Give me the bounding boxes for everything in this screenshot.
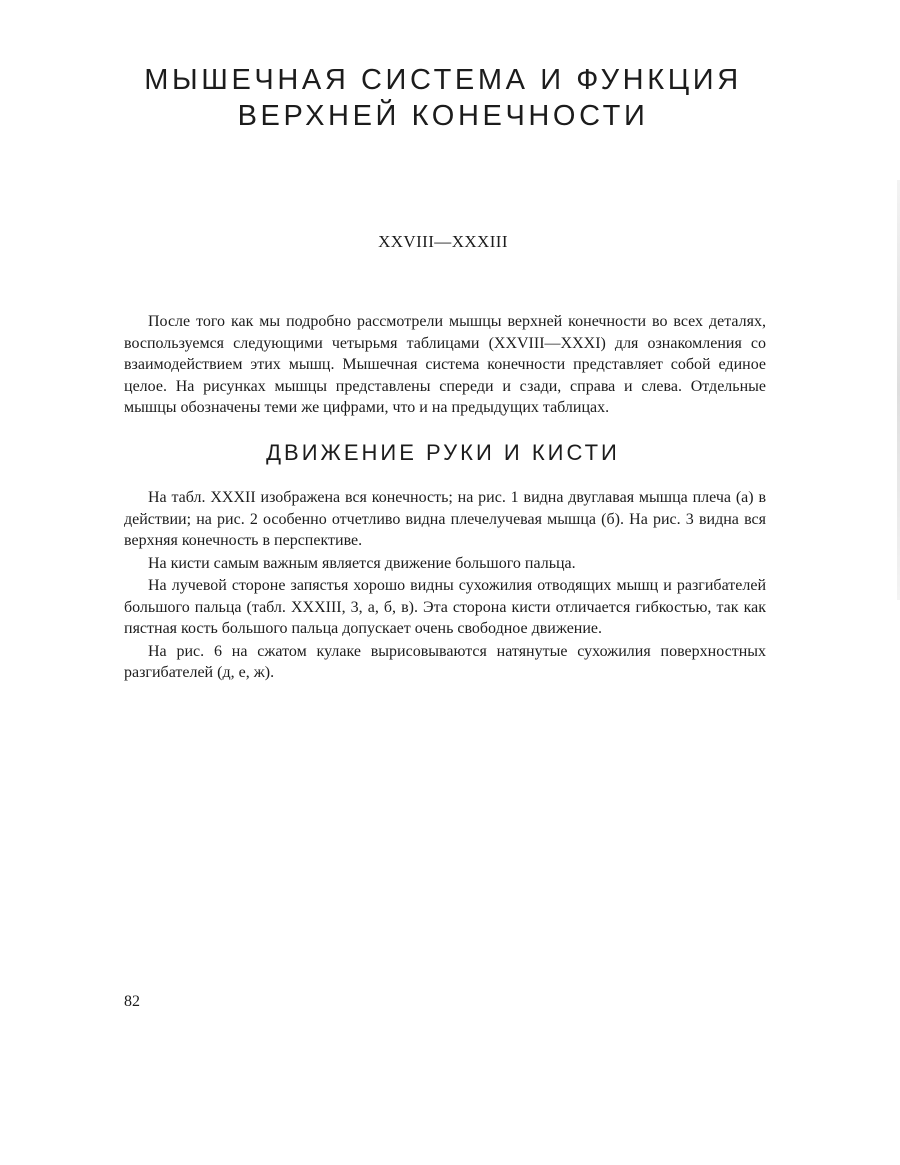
page-number: 82 bbox=[124, 993, 140, 1010]
plates-range: XXVIII—XXXIII bbox=[378, 232, 508, 251]
paragraph: На кисти самым важным является движение большого пальца. bbox=[148, 554, 576, 572]
paragraph: На табл. XXXII изображена вся конечность; на рис. 1 видна двуглавая мышца плеча (а) в действии; на рис. 2 особенно отчетливо видна плечелучевая мышца (б). На рис. 3 видна вся верхняя конечность в перспективе. bbox=[124, 489, 766, 549]
chapter-title-line-1: МЫШЕЧНАЯ СИСТЕМА И ФУНКЦИЯ bbox=[144, 64, 742, 96]
section-body bbox=[124, 487, 766, 685]
paragraph: На рис. 6 на сжатом кулаке вырисовываются натянутые сухожилия поверхностных разгибателей (д, е, ж). bbox=[124, 642, 766, 681]
paragraph: На лучевой стороне запястья хорошо видны сухожилия отводящих мышц и разгибателей большого пальца (табл. XXXIII, 3, а, б, в). Эта сторона кисти отличается гибкостью, так как пястная кость большого пальца допускает очень свободное движение. bbox=[124, 577, 766, 637]
intro-paragraph: После того как мы подробно рассмотрели мышцы верхней конечности во всех деталях, воспользуемся следующими четырьмя таблицами (XXVIII—XXXI) для ознакомления со взаимодействием этих мышц. Мышечная система конечности представляет собой единое целое. На рисунках мышцы представлены спереди и сзади, справа и слева. Отдельные мышцы обозначены теми же цифрами, что и на предыдущих таблицах. bbox=[124, 313, 766, 416]
chapter-title-line-2: ВЕРХНЕЙ КОНЕЧНОСТИ bbox=[237, 100, 649, 132]
section-heading: ДВИЖЕНИЕ РУКИ И КИСТИ bbox=[266, 440, 620, 465]
chapter-title bbox=[100, 62, 786, 134]
